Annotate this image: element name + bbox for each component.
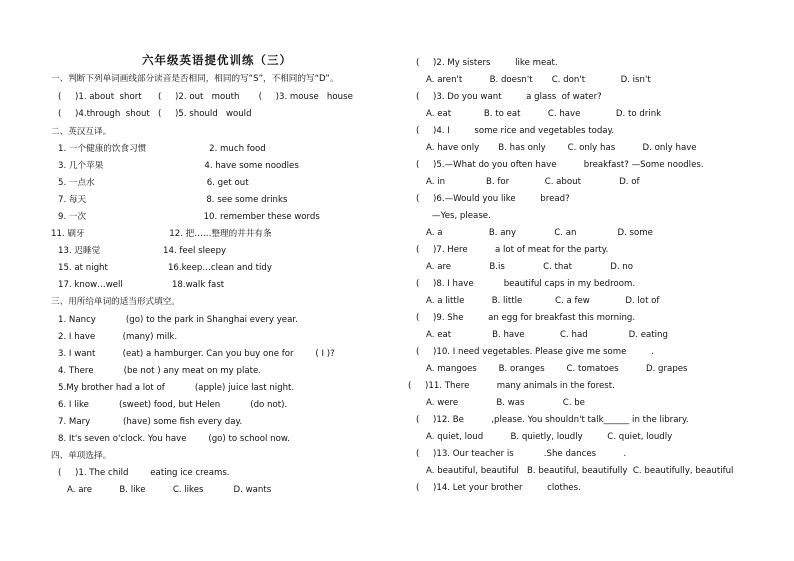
exercise-line: ( )1. about short ( )2. out mouth ( )3. mouse house	[58, 92, 353, 102]
section-heading: 二、英汉互译。	[51, 127, 112, 137]
answer-options: A. are B. like C. likes D. wants	[67, 485, 272, 495]
exercise-line: 8. It's seven o'clock. You have (go) to school now.	[58, 434, 290, 444]
question-line: ( )9. She an egg for breakfast this morning.	[416, 313, 636, 323]
answer-options: A. are B.is C. that D. no	[426, 262, 634, 272]
question-line: ( )11. There many animals in the forest.	[408, 381, 615, 391]
question-line: ( )4. I some rice and vegetables today.	[416, 126, 615, 136]
question-line: ( )5.—What do you often have breakfast? —Some noodles.	[416, 160, 704, 170]
question-line: ( )14. Let your brother clothes.	[416, 483, 581, 493]
answer-options: A. in B. for C. about D. of	[426, 177, 640, 187]
dialogue-reply: —Yes, please.	[432, 211, 491, 221]
question-line: ( )12. Be ,please. You shouldn't talk______ in the library.	[416, 415, 689, 425]
question-line: ( )1. The child eating ice creams.	[58, 468, 230, 478]
exercise-line: 1. 一个健康的饮食习惯 2. much food	[58, 144, 266, 154]
exercise-line: 11. 刷牙 12. 把……整理的井井有条	[51, 229, 272, 239]
exercise-line: ( )4.through shout ( )5. should would	[58, 109, 252, 119]
answer-options: A. have only B. has only C. only has D. only have	[426, 143, 697, 153]
exercise-line: 4. There (be not ) any meat on my plate.	[58, 366, 261, 376]
answer-options: A. quiet, loud B. quietly, loudly C. quiet, loudly	[426, 432, 673, 442]
exercise-line: 3. 几个苹果 4. have some noodles	[58, 161, 299, 171]
answer-options: A. eat B. to eat C. have D. to drink	[426, 109, 662, 119]
answer-options: A. beautiful, beautiful B. beautiful, beautifully C. beautifully, beautiful	[426, 466, 734, 476]
answer-options: A. aren't B. doesn't C. don't D. isn't	[426, 75, 651, 85]
question-line: ( )8. I have beautiful caps in my bedroom.	[416, 279, 636, 289]
question-line: ( )13. Our teacher is .She dances .	[416, 449, 627, 459]
exercise-line: 15. at night 16.keep…clean and tidy	[58, 263, 272, 273]
exercise-line: 7. 每天 8. see some drinks	[58, 195, 288, 205]
exercise-line: 7. Mary (have) some fish every day.	[58, 417, 243, 427]
question-line: ( )10. I need vegetables. Please give me some .	[416, 347, 654, 357]
exercise-line: 5.My brother had a lot of (apple) juice last night.	[58, 383, 295, 393]
exercise-line: 13. 迟睡觉 14. feel sleepy	[58, 246, 227, 256]
section-heading: 四、单项选择。	[51, 451, 112, 461]
answer-options: A. a little B. little C. a few D. lot of	[426, 296, 660, 306]
answer-options: A. mangoes B. oranges C. tomatoes D. grapes	[426, 364, 688, 374]
exercise-line: 3. I want (eat) a hamburger. Can you buy one for ( I )?	[58, 349, 335, 359]
exercise-line: 9. 一次 10. remember these words	[58, 212, 320, 222]
section-heading: 三、用所给单词的适当形式填空。	[51, 297, 180, 307]
exercise-line: 2. I have (many) milk.	[58, 332, 178, 342]
answer-options: A. a B. any C. an D. some	[426, 228, 653, 238]
exercise-line: 17. know…well 18.walk fast	[58, 280, 225, 290]
question-line: ( )2. My sisters like meat.	[416, 58, 558, 68]
page-title: 六年级英语提优训练（三）	[142, 53, 292, 67]
question-line: ( )3. Do you want a glass of water?	[416, 92, 602, 102]
answer-options: A. were B. was C. be	[426, 398, 585, 408]
section-heading: 一、判断下列单词画线部分读音是否相同，相同的写“S”，不相同的写“D”。	[51, 74, 339, 84]
answer-options: A. eat B. have C. had D. eating	[426, 330, 668, 340]
exercise-line: 6. I like (sweet) food, but Helen (do not).	[58, 400, 288, 410]
exercise-line: 5. 一点水 6. get out	[58, 178, 249, 188]
question-line: ( )7. Here a lot of meat for the party.	[416, 245, 609, 255]
question-line: ( )6.—Would you like bread?	[416, 194, 570, 204]
exercise-line: 1. Nancy (go) to the park in Shanghai every year.	[58, 315, 298, 325]
